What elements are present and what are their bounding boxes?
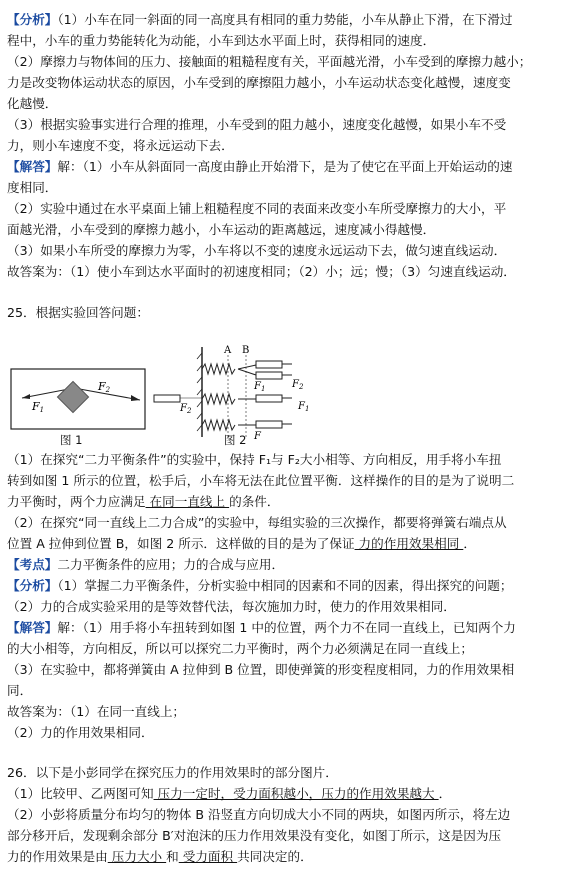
point-tag: 【考点】 [7,557,58,572]
p26-q2-line-3 [7,849,313,865]
p26-q2-line-2: 部分移开后，发现剩余部分 B′对泡沫的压力作用效果没有变化，如图丁所示，这是因为压 [7,828,502,843]
p25-q2-line-2 [7,536,476,552]
p25-analysis-line-1 [7,578,512,594]
analysis-tag: 【分析】 [7,12,58,27]
p25-q1-line-1: （1）在探究“二力平衡条件”的实验中，保持 F₁与 F₂大小相等、方向相反，用手将小车扭 [7,452,502,467]
figure-2-f-label: F [254,431,261,442]
figure-2-f1-label: $F_1$ [254,381,266,393]
p24-answer-line: 故答案为：（1）使小车到达水平面时的初速度相同；（2）小；远；慢；（3）匀速直线运动． [7,264,516,279]
p26-q1-line [7,786,451,802]
p25-solution-line-2: 的大小相等，方向相反，所以可以探究二力平衡时，两个力必须满足在同一直线上； [7,641,473,656]
text: （1）小车在同一斜面的同一高度具有相同的重力势能，小车从静止下滑，在下滑过 [57,12,513,27]
text: 二力平衡条件的应用；力的合成与应用． [57,557,285,572]
figure-2-spring-scale [256,361,282,368]
text: 力的作用效果是由 [7,849,108,864]
figure-2-string [238,369,256,375]
answer-blank: 压力一定时，受力面积越小，压力的作用效果越大 [153,786,439,801]
p25-solution-line-3: （3）在实验中，都将弹簧由 A 拉伸到 B 位置，即使弹簧的形变程度相同，力的作用效果相 [7,662,515,677]
text: 和 [166,849,179,864]
figure-2-spring-scale [256,395,282,402]
p24-analysis-line-3: （2）摩擦力与物体间的压力、接触面的粗糙程度有关，平面越光滑，小车受到的摩擦力越小； [7,54,532,69]
figure-2-f2-label-left: $F_2$ [180,403,192,415]
p24-analysis-line-2: 程中，小车的重力势能转化为动能，小车到达水平面上时，获得相同的速度． [7,33,436,48]
answer-blank: 压力大小 [107,849,167,864]
p26-q2-line-1: （2）小彭将质量分布均匀的物体 B 沿竖直方向切成大小不同的两块，如图丙所示，将左边 [7,807,511,822]
figure-2-spring-1 [202,364,235,374]
figure-2-spring-2 [202,394,235,404]
p24-analysis-line-1 [7,12,512,28]
text: ． [463,536,476,551]
p25-q1-line-3 [7,494,279,510]
figure-2-spring-3 [202,420,235,430]
p24-solution-line-2: 度相同． [7,180,58,195]
answer-blank: 受力面积 [178,849,238,864]
figure-2-caption: 图 2 [224,433,247,447]
figure-2-f2-label-top: $F_2$ [292,379,304,391]
text: （1）掌握二力平衡条件，分析实验中相同的因素和不同的因素，得出探究的问题； [57,578,513,593]
p25-q2-line-1: （2）在探究“同一直线上二力合成”的实验中，每组实验的三次操作，都要将弹簧右端点从 [7,515,507,530]
figure-1-f2-label: F2 [98,380,111,394]
p24-analysis-line-7: 力，则小车速度不变，将永远运动下去． [7,138,234,153]
text: 解：（1）用手将小车扭转到如图 1 中的位置，两个力不在同一直线上，已知两个力 [57,620,516,635]
figure-1-caption: 图 1 [60,433,83,447]
p24-analysis-line-4: 力是改变物体运动状态的原因，小车受到的摩擦阻力越小，小车运动状态变化越慢，速度变 [7,75,511,90]
figure-2-string [238,365,256,369]
p25-heading: 25．根据实验回答问题： [7,305,149,320]
solution-tag: 【解答】 [7,620,58,635]
p26-heading: 26．以下是小彭同学在探究压力的作用效果时的部分图片． [7,765,338,780]
p25-analysis-line-2: （2）力的合成实验采用的是等效替代法，每次施加力时，使力的作用效果相同． [7,599,456,614]
figure-1-f1-label: F1 [32,400,45,414]
p25-answer-line-2: （2）力的作用效果相同． [7,725,154,740]
text: 解：（1）小车从斜面同一高度由静止开始滑下，是为了使它在平面上开始运动的速 [57,159,513,174]
text: 共同决定的． [237,849,313,864]
text: 力平衡时，两个力应满足 [7,494,146,509]
text: （1）比较甲、乙两图可知 [7,786,154,801]
figure-2-label-b: B [242,345,250,356]
p24-analysis-line-6: （3）根据实验事实进行合理的推理，小车受到的阻力越小，速度变化越慢，如果小车不受 [7,117,507,132]
text: ． [438,786,452,801]
answer-blank: 力的作用效果相同 [354,536,464,551]
figure-2-spring-scale [154,395,180,402]
figure-1 [10,368,146,430]
figure-1-cart [57,381,88,412]
p25-answer-line-1: 故答案为：（1）在同一直线上； [7,704,186,719]
figure-2-label-a: A [224,345,232,356]
answer-blank: 在同一直线上 [145,494,230,509]
p24-analysis-line-5: 化越慢． [7,96,58,111]
figure-2-spring-scale [256,421,282,428]
p24-solution-line-3: （2）实验中通过在水平桌面上铺上粗糙程度不同的表面来改变小车所受摩擦力的大小，平 [7,201,507,216]
analysis-tag: 【分析】 [7,578,58,593]
figure-2-spring-scale [256,372,282,379]
p25-q1-line-2: 转到如图 1 所示的位置，松手后，小车将无法在此位置平衡．这样操作的目的是为了说明二 [7,473,515,488]
p24-solution-line-4: 面越光滑，小车受到的摩擦力越小，小车运动的距离越远，速度减小得越慢． [7,222,436,237]
text: 的条件． [229,494,280,509]
p25-solution-line-4: 同． [7,683,33,698]
figure-2-f1-label-right: $F_1$ [298,401,310,413]
p25-point-line [7,557,284,573]
solution-tag: 【解答】 [7,159,58,174]
p24-solution-line-5: （3）如果小车所受的摩擦力为零，小车将以不变的速度永远运动下去，做匀速直线运动． [7,243,507,258]
figure-1-arrow-right [131,395,140,401]
p24-solution-line-1 [7,159,512,175]
figure-2 [150,343,330,443]
p25-solution-line-1 [7,620,516,636]
text: 位置 A 拉伸到位置 B，如图 2 所示．这样做的目的是为了保证 [7,536,355,551]
